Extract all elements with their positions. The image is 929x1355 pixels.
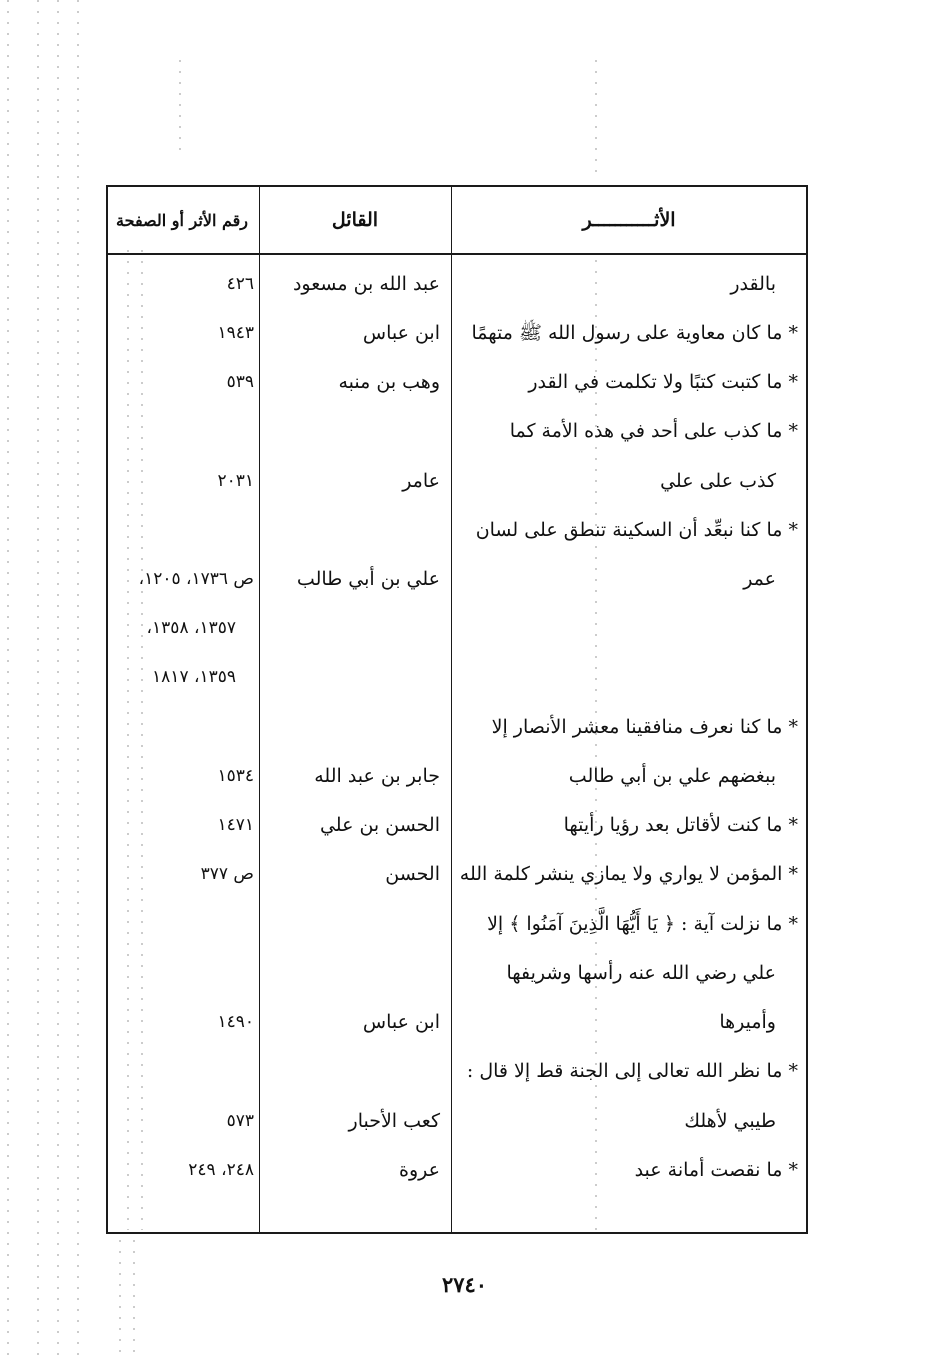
ref-text: ٥٧٣	[226, 1111, 254, 1131]
ref-text	[108, 900, 254, 949]
page-number: ٢٧٤٠	[441, 1272, 488, 1297]
ref-text: ١٤٩٠	[217, 1012, 254, 1032]
qail-text: عبد الله بن مسعود	[292, 273, 440, 295]
table-row	[108, 801, 806, 850]
ref-text: ص ٣٧٧	[200, 864, 254, 884]
header-athar: الأثـــــــــــر	[582, 209, 676, 231]
table-row	[108, 309, 806, 358]
header-qail: القائل	[331, 209, 379, 231]
qail-text	[270, 653, 440, 702]
athar-text	[458, 604, 778, 653]
ref-text: ٢٠٣١	[217, 471, 254, 491]
qail-text	[270, 1047, 440, 1096]
table-row	[108, 506, 806, 555]
table-row	[108, 900, 806, 949]
athar-text: بالقدر	[730, 273, 776, 295]
ref-text: ١٩٤٣	[217, 323, 254, 343]
ref-text: ص ١٧٣٦، ١٢٠٥،	[138, 569, 254, 589]
athar-text: * ما نقصت أمانة عبد	[634, 1159, 798, 1181]
athar-text: ببغضهم علي بن أبي طالب	[568, 765, 776, 787]
table-row	[108, 949, 806, 998]
table-row	[108, 260, 806, 309]
table-row	[108, 555, 806, 604]
qail-text: عروة	[399, 1159, 440, 1181]
qail-text: عامر	[402, 470, 440, 492]
table-row	[108, 703, 806, 752]
athar-text: عمر	[743, 568, 776, 590]
ref-text	[108, 949, 254, 998]
table-row	[108, 998, 806, 1047]
athar-text: * المؤمن لا يواري ولا يمازي ينشر كلمة الله	[459, 863, 798, 885]
qail-text	[270, 900, 440, 949]
athar-text: * ما كنت لأقاتل بعد رؤيا رأيتها	[563, 814, 798, 836]
ref-text: ١٣٥٧، ١٣٥٨،	[146, 618, 236, 638]
qail-text: كعب الأحبار	[348, 1110, 440, 1132]
athar-text: * ما كذب على أحد في هذه الأمة كما	[509, 420, 798, 442]
ref-text: ١٣٥٩، ١٨١٧	[152, 667, 236, 687]
athar-text: * ما كنا نبعِّد أن السكينة تنطق على لسان	[475, 519, 798, 541]
ref-text	[108, 506, 254, 555]
athar-text: علي رضي الله عنه رأسها وشريفها	[506, 962, 776, 984]
athar-text: * ما نظر الله تعالى إلى الجنة قط إلا قال :	[466, 1060, 798, 1082]
ref-text: ٤٢٦	[226, 274, 254, 294]
qail-text: ابن عباس	[362, 1011, 440, 1033]
qail-text: وهب بن منبه	[338, 371, 440, 393]
qail-text: علي بن أبي طالب	[296, 568, 440, 590]
table-row	[108, 752, 806, 801]
ref-text: ٢٤٨، ٢٤٩	[188, 1160, 254, 1180]
qail-text	[270, 506, 440, 555]
athar-text: وأميرها	[719, 1011, 776, 1033]
athar-text: * ما كنا نعرف منافقينا معشر الأنصار إلا	[491, 716, 798, 738]
athar-text: * ما كان معاوية على رسول الله ﷺ متهمًا	[471, 322, 798, 344]
header-ref: رقم الأثر أو الصفحة	[116, 210, 248, 230]
table-row	[108, 1146, 806, 1195]
table-row	[108, 358, 806, 407]
athar-text: طيبي لأهلك	[684, 1110, 776, 1132]
qail-text: جابر بن عبد الله	[314, 765, 440, 787]
athar-text	[458, 653, 778, 702]
table-row	[108, 1097, 806, 1146]
qail-text: ابن عباس	[362, 322, 440, 344]
ref-text: ٥٣٩	[226, 372, 254, 392]
index-table	[106, 185, 808, 1234]
table-row	[108, 457, 806, 506]
qail-text: الحسن	[385, 863, 440, 885]
qail-text	[270, 949, 440, 998]
athar-text: * ما كتبت كتبًا ولا تكلمت في القدر	[528, 371, 798, 393]
ref-text	[108, 1047, 254, 1096]
ref-text: ١٤٧١	[217, 815, 254, 835]
table-row	[108, 850, 806, 899]
qail-text	[270, 604, 440, 653]
qail-text	[270, 703, 440, 752]
ref-text	[108, 407, 254, 456]
table-row	[108, 653, 806, 702]
athar-text: * ما نزلت آية : ﴿ يَا أَيُّهَا الَّذِينَ آمَنُوا ﴾ إلا	[487, 913, 798, 935]
athar-text: كذب على علي	[660, 470, 776, 492]
table-row	[108, 407, 806, 456]
table-row	[108, 1047, 806, 1096]
table-row	[108, 604, 806, 653]
qail-text	[270, 407, 440, 456]
ref-text: ١٥٣٤	[217, 766, 254, 786]
header-rule	[108, 253, 806, 255]
ref-text	[108, 703, 254, 752]
qail-text: الحسن بن علي	[319, 814, 440, 836]
